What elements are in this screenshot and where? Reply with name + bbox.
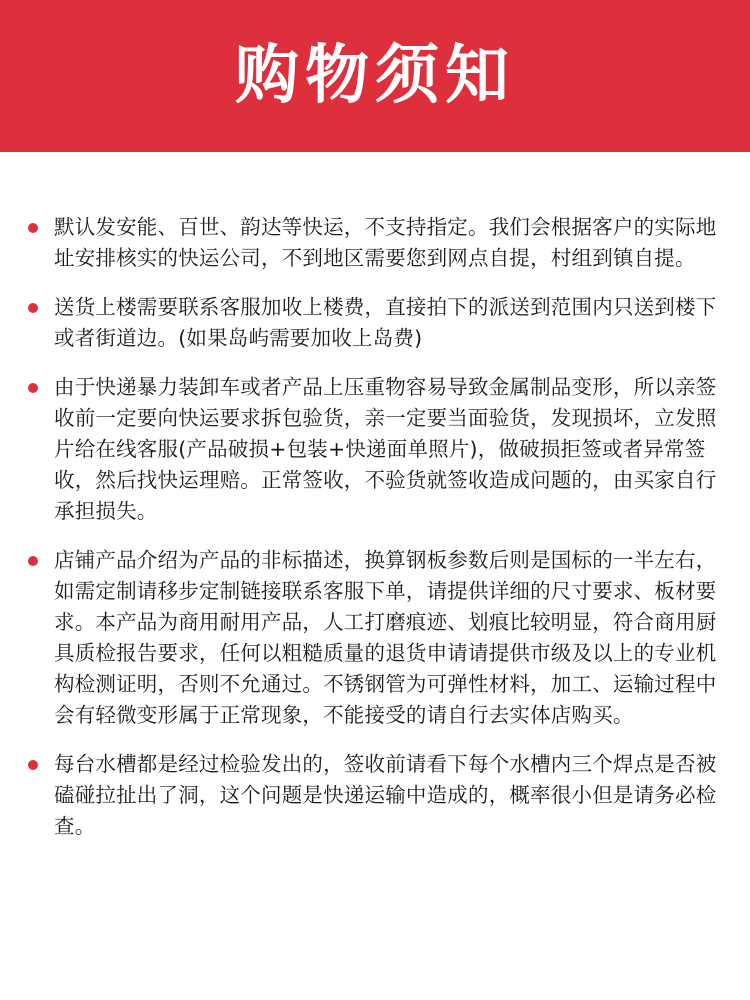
notice-text: 每台水槽都是经过检验发出的，签收前请看下每个水槽内三个焊点是否被磕碰拉扯出了洞，这个问题是快递运输中造成的，概率很小但是请务必检查。 xyxy=(54,752,717,838)
notice-text: 默认发安能、百世、韵达等快运，不支持指定。我们会根据客户的实际地址安排核实的快运公司，不到地区需要您到网点自提，村组到镇自提。 xyxy=(54,215,717,270)
notice-list xyxy=(0,212,750,860)
notice-item-sink-check xyxy=(0,749,750,842)
bullet-dot-icon xyxy=(28,760,38,770)
notice-item-product-description xyxy=(0,545,750,731)
bullet-dot-icon xyxy=(28,556,38,566)
bullet-dot-icon xyxy=(28,223,38,233)
notice-text: 送货上楼需要联系客服加收上楼费，直接拍下的派送到范围内只送到楼下或者街道边。(如果岛屿需要加收上岛费) xyxy=(54,295,717,350)
bullet-dot-icon xyxy=(28,383,38,393)
notice-text: 由于快递暴力装卸车或者产品上压重物容易导致金属制品变形，所以亲签收前一定要向快运要求拆包验货，亲一定要当面验货，发现损坏，立发照片给在线客服(产品破损+包装+快递面单照片)，做破损拒签或者异常签收，然后找快运理赔。正常签收，不验货就签收造成问题的，由买家自行承担损失。 xyxy=(54,375,717,523)
notice-text: 店铺产品介绍为产品的非标描述，换算钢板参数后则是国标的一半左右，如需定制请移步定制链接联系客服下单，请提供详细的尺寸要求、板材要求。本产品为商用耐用产品，人工打磨痕迹、划痕比较明显，符合商用厨具质检报告要求，任何以粗糙质量的退货申请请提供市级及以上的专业机构检测证明，否则不允通过。不锈钢管为可弹性材料，加工、运输过程中会有轻微变形属于正常现象，不能接受的请自行去实体店购买。 xyxy=(54,548,717,727)
notice-item-inspection xyxy=(0,372,750,527)
bullet-dot-icon xyxy=(28,303,38,313)
page-title: 购物须知 xyxy=(235,39,515,113)
notice-item-shipping-carrier xyxy=(0,212,750,274)
notice-item-delivery-upstairs xyxy=(0,292,750,354)
header-banner xyxy=(0,0,750,152)
